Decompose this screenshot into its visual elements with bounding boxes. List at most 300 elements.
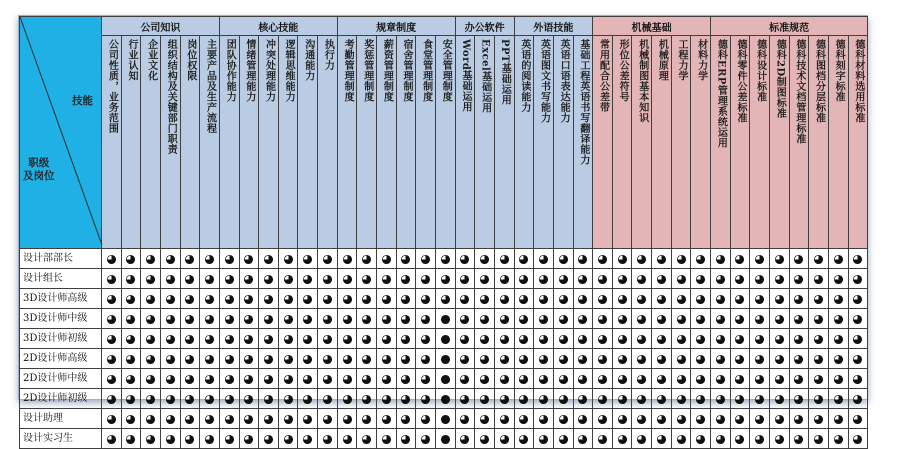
group-header: 外语技能 bbox=[514, 17, 593, 36]
proficiency-ball-icon bbox=[853, 335, 862, 344]
proficiency-ball-icon bbox=[126, 415, 135, 424]
skill-header-text: 德科ERP管理系统运用 bbox=[715, 39, 727, 148]
proficiency-cell bbox=[789, 409, 809, 429]
proficiency-ball-icon bbox=[185, 375, 194, 384]
proficiency-cell bbox=[828, 269, 848, 289]
group-header: 机械基础 bbox=[593, 17, 711, 36]
position-label: 设计实习生 bbox=[20, 429, 102, 449]
proficiency-ball-icon bbox=[755, 295, 764, 304]
proficiency-ball-icon bbox=[303, 315, 312, 324]
proficiency-cell bbox=[416, 389, 436, 409]
proficiency-cell bbox=[298, 389, 318, 409]
proficiency-cell bbox=[278, 329, 298, 349]
proficiency-cell bbox=[553, 329, 573, 349]
proficiency-cell bbox=[769, 389, 789, 409]
proficiency-ball-icon bbox=[264, 355, 273, 364]
proficiency-cell bbox=[180, 409, 200, 429]
proficiency-ball-icon bbox=[578, 355, 587, 364]
proficiency-ball-icon bbox=[794, 355, 803, 364]
proficiency-ball-icon bbox=[775, 435, 784, 444]
proficiency-ball-icon bbox=[677, 255, 686, 264]
proficiency-cell bbox=[750, 409, 770, 429]
corner-header bbox=[20, 17, 102, 249]
proficiency-ball-icon bbox=[185, 315, 194, 324]
proficiency-cell bbox=[141, 409, 161, 429]
proficiency-cell bbox=[102, 269, 122, 289]
proficiency-ball-icon bbox=[500, 335, 509, 344]
skill-header bbox=[102, 36, 122, 249]
table-row bbox=[20, 369, 868, 389]
proficiency-ball-icon bbox=[853, 255, 862, 264]
proficiency-cell bbox=[789, 309, 809, 329]
proficiency-cell bbox=[219, 329, 239, 349]
proficiency-ball-icon bbox=[284, 335, 293, 344]
proficiency-cell bbox=[769, 269, 789, 289]
group-header: 公司知识 bbox=[102, 17, 220, 36]
proficiency-cell bbox=[769, 249, 789, 269]
proficiency-cell bbox=[652, 269, 672, 289]
proficiency-ball-icon bbox=[677, 275, 686, 284]
proficiency-ball-icon bbox=[814, 255, 823, 264]
proficiency-cell bbox=[553, 309, 573, 329]
proficiency-cell bbox=[534, 409, 554, 429]
proficiency-ball-icon bbox=[382, 375, 391, 384]
proficiency-ball-icon bbox=[362, 275, 371, 284]
proficiency-cell bbox=[553, 409, 573, 429]
skill-header-text: 组织结构及关键部门职责 bbox=[165, 39, 177, 155]
proficiency-cell bbox=[789, 269, 809, 289]
skill-header-text: 形位公差符号 bbox=[617, 39, 629, 102]
position-label: 2D设计师初级 bbox=[20, 389, 102, 409]
proficiency-cell bbox=[416, 429, 436, 449]
proficiency-ball-icon bbox=[126, 315, 135, 324]
proficiency-ball-icon bbox=[107, 255, 116, 264]
proficiency-ball-icon bbox=[205, 435, 214, 444]
proficiency-ball-icon bbox=[185, 355, 194, 364]
skill-header bbox=[219, 36, 239, 249]
proficiency-ball-icon bbox=[834, 255, 843, 264]
proficiency-cell bbox=[750, 349, 770, 369]
proficiency-ball-icon bbox=[264, 255, 273, 264]
proficiency-cell bbox=[652, 289, 672, 309]
proficiency-cell bbox=[711, 309, 731, 329]
proficiency-ball-icon bbox=[166, 315, 175, 324]
skill-header bbox=[239, 36, 259, 249]
proficiency-cell bbox=[553, 289, 573, 309]
proficiency-cell bbox=[219, 249, 239, 269]
proficiency-ball-icon bbox=[303, 275, 312, 284]
proficiency-cell bbox=[416, 269, 436, 289]
proficiency-ball-icon bbox=[362, 415, 371, 424]
proficiency-ball-icon bbox=[696, 415, 705, 424]
proficiency-cell bbox=[553, 429, 573, 449]
proficiency-cell bbox=[632, 429, 652, 449]
skill-header bbox=[435, 36, 455, 249]
proficiency-cell bbox=[691, 349, 711, 369]
proficiency-cell bbox=[593, 369, 613, 389]
proficiency-cell bbox=[632, 309, 652, 329]
proficiency-cell bbox=[730, 269, 750, 289]
proficiency-ball-icon bbox=[814, 435, 823, 444]
proficiency-ball-icon bbox=[755, 315, 764, 324]
table-row bbox=[20, 309, 868, 329]
proficiency-cell bbox=[259, 309, 279, 329]
proficiency-cell bbox=[318, 309, 338, 329]
proficiency-cell bbox=[121, 249, 141, 269]
proficiency-cell bbox=[278, 369, 298, 389]
proficiency-cell bbox=[160, 289, 180, 309]
proficiency-cell bbox=[337, 409, 357, 429]
proficiency-cell bbox=[102, 349, 122, 369]
proficiency-cell bbox=[455, 389, 475, 409]
proficiency-cell bbox=[200, 329, 220, 349]
proficiency-cell bbox=[828, 389, 848, 409]
proficiency-ball-icon bbox=[559, 295, 568, 304]
proficiency-cell bbox=[102, 389, 122, 409]
proficiency-cell bbox=[141, 269, 161, 289]
proficiency-cell bbox=[200, 269, 220, 289]
proficiency-ball-icon bbox=[107, 415, 116, 424]
proficiency-cell bbox=[141, 329, 161, 349]
group-header: 办公软件 bbox=[455, 17, 514, 36]
proficiency-cell bbox=[475, 429, 495, 449]
proficiency-ball-icon bbox=[441, 295, 450, 304]
proficiency-cell bbox=[671, 349, 691, 369]
skill-header-text: 奖惩管理制度 bbox=[361, 39, 373, 102]
proficiency-ball-icon bbox=[677, 375, 686, 384]
proficiency-ball-icon bbox=[559, 355, 568, 364]
proficiency-ball-icon bbox=[539, 375, 548, 384]
proficiency-cell bbox=[298, 309, 318, 329]
proficiency-ball-icon bbox=[775, 355, 784, 364]
skill-header bbox=[828, 36, 848, 249]
proficiency-cell bbox=[416, 409, 436, 429]
proficiency-cell bbox=[573, 309, 593, 329]
proficiency-ball-icon bbox=[578, 255, 587, 264]
proficiency-cell bbox=[455, 369, 475, 389]
proficiency-cell bbox=[534, 429, 554, 449]
proficiency-cell bbox=[789, 369, 809, 389]
proficiency-cell bbox=[141, 289, 161, 309]
skill-header-text: 英语的阅读能力 bbox=[518, 39, 530, 113]
proficiency-ball-icon bbox=[539, 435, 548, 444]
proficiency-ball-icon bbox=[126, 275, 135, 284]
proficiency-cell bbox=[121, 369, 141, 389]
proficiency-cell bbox=[416, 349, 436, 369]
proficiency-ball-icon bbox=[401, 255, 410, 264]
proficiency-cell bbox=[514, 409, 534, 429]
proficiency-cell bbox=[337, 349, 357, 369]
skill-header bbox=[337, 36, 357, 249]
proficiency-ball-icon bbox=[657, 335, 666, 344]
proficiency-cell bbox=[494, 289, 514, 309]
proficiency-cell bbox=[121, 409, 141, 429]
diagonal-line bbox=[20, 17, 102, 245]
skill-header-text: 机械原理 bbox=[656, 39, 668, 81]
proficiency-ball-icon bbox=[343, 275, 352, 284]
proficiency-ball-icon bbox=[775, 335, 784, 344]
proficiency-ball-icon bbox=[323, 295, 332, 304]
proficiency-ball-icon bbox=[618, 395, 627, 404]
proficiency-ball-icon bbox=[107, 295, 116, 304]
proficiency-cell bbox=[848, 429, 868, 449]
proficiency-ball-icon bbox=[578, 415, 587, 424]
proficiency-cell bbox=[828, 329, 848, 349]
proficiency-cell bbox=[534, 289, 554, 309]
proficiency-cell bbox=[593, 349, 613, 369]
proficiency-ball-icon bbox=[343, 415, 352, 424]
proficiency-ball-icon bbox=[657, 355, 666, 364]
proficiency-cell bbox=[612, 409, 632, 429]
proficiency-ball-icon bbox=[500, 395, 509, 404]
proficiency-cell bbox=[691, 429, 711, 449]
proficiency-cell bbox=[809, 309, 829, 329]
proficiency-ball-icon bbox=[264, 375, 273, 384]
proficiency-cell bbox=[711, 369, 731, 389]
proficiency-ball-icon bbox=[323, 435, 332, 444]
proficiency-ball-icon bbox=[441, 415, 450, 424]
proficiency-cell bbox=[259, 429, 279, 449]
proficiency-ball-icon bbox=[343, 335, 352, 344]
proficiency-ball-icon bbox=[225, 295, 234, 304]
proficiency-ball-icon bbox=[696, 295, 705, 304]
proficiency-ball-icon bbox=[205, 315, 214, 324]
proficiency-ball-icon bbox=[539, 395, 548, 404]
proficiency-cell bbox=[632, 269, 652, 289]
skill-header bbox=[769, 36, 789, 249]
proficiency-ball-icon bbox=[657, 395, 666, 404]
proficiency-cell bbox=[180, 389, 200, 409]
proficiency-cell bbox=[455, 309, 475, 329]
proficiency-ball-icon bbox=[362, 355, 371, 364]
proficiency-cell bbox=[259, 329, 279, 349]
proficiency-cell bbox=[377, 269, 397, 289]
proficiency-ball-icon bbox=[284, 295, 293, 304]
proficiency-ball-icon bbox=[166, 375, 175, 384]
proficiency-ball-icon bbox=[500, 295, 509, 304]
proficiency-ball-icon bbox=[834, 295, 843, 304]
proficiency-ball-icon bbox=[441, 395, 450, 404]
proficiency-cell bbox=[396, 289, 416, 309]
proficiency-cell bbox=[259, 289, 279, 309]
proficiency-ball-icon bbox=[519, 375, 528, 384]
proficiency-ball-icon bbox=[696, 255, 705, 264]
proficiency-cell bbox=[160, 249, 180, 269]
proficiency-cell bbox=[828, 249, 848, 269]
proficiency-cell bbox=[298, 249, 318, 269]
proficiency-cell bbox=[180, 329, 200, 349]
skill-header-text: 德科技术文档管理标准 bbox=[793, 39, 805, 144]
proficiency-ball-icon bbox=[834, 415, 843, 424]
proficiency-cell bbox=[435, 329, 455, 349]
skill-header-text: 食堂管理制度 bbox=[420, 39, 432, 102]
proficiency-ball-icon bbox=[284, 355, 293, 364]
proficiency-cell bbox=[612, 349, 632, 369]
proficiency-cell bbox=[691, 269, 711, 289]
proficiency-cell bbox=[396, 249, 416, 269]
proficiency-ball-icon bbox=[126, 295, 135, 304]
proficiency-cell bbox=[769, 349, 789, 369]
proficiency-ball-icon bbox=[205, 295, 214, 304]
proficiency-ball-icon bbox=[794, 315, 803, 324]
proficiency-ball-icon bbox=[225, 275, 234, 284]
skill-header bbox=[357, 36, 377, 249]
proficiency-ball-icon bbox=[166, 355, 175, 364]
proficiency-ball-icon bbox=[343, 355, 352, 364]
proficiency-ball-icon bbox=[539, 315, 548, 324]
proficiency-ball-icon bbox=[244, 395, 253, 404]
proficiency-ball-icon bbox=[382, 395, 391, 404]
proficiency-cell bbox=[239, 409, 259, 429]
proficiency-cell bbox=[828, 429, 848, 449]
proficiency-cell bbox=[711, 269, 731, 289]
proficiency-cell bbox=[848, 309, 868, 329]
skill-header-text: 行业认知 bbox=[125, 39, 137, 81]
proficiency-ball-icon bbox=[814, 315, 823, 324]
proficiency-ball-icon bbox=[853, 375, 862, 384]
proficiency-ball-icon bbox=[460, 355, 469, 364]
proficiency-ball-icon bbox=[500, 275, 509, 284]
proficiency-ball-icon bbox=[146, 415, 155, 424]
position-label: 2D设计师中级 bbox=[20, 369, 102, 389]
table-row bbox=[20, 389, 868, 409]
proficiency-ball-icon bbox=[755, 375, 764, 384]
proficiency-cell bbox=[573, 289, 593, 309]
proficiency-cell bbox=[514, 289, 534, 309]
proficiency-ball-icon bbox=[716, 295, 725, 304]
proficiency-cell bbox=[612, 269, 632, 289]
proficiency-ball-icon bbox=[735, 375, 744, 384]
proficiency-cell bbox=[711, 349, 731, 369]
proficiency-cell bbox=[102, 289, 122, 309]
proficiency-cell bbox=[396, 409, 416, 429]
proficiency-ball-icon bbox=[716, 335, 725, 344]
proficiency-ball-icon bbox=[559, 275, 568, 284]
table-row bbox=[20, 349, 868, 369]
proficiency-cell bbox=[435, 429, 455, 449]
proficiency-cell bbox=[377, 249, 397, 269]
proficiency-ball-icon bbox=[460, 315, 469, 324]
proficiency-cell bbox=[259, 369, 279, 389]
proficiency-ball-icon bbox=[578, 315, 587, 324]
proficiency-ball-icon bbox=[205, 275, 214, 284]
proficiency-cell bbox=[377, 349, 397, 369]
proficiency-ball-icon bbox=[618, 335, 627, 344]
proficiency-ball-icon bbox=[775, 395, 784, 404]
skill-header bbox=[848, 36, 868, 249]
proficiency-ball-icon bbox=[500, 375, 509, 384]
skill-header-text: 考勤管理制度 bbox=[342, 39, 354, 102]
proficiency-cell bbox=[318, 249, 338, 269]
proficiency-ball-icon bbox=[480, 435, 489, 444]
proficiency-cell bbox=[534, 249, 554, 269]
proficiency-cell bbox=[141, 369, 161, 389]
proficiency-ball-icon bbox=[618, 415, 627, 424]
proficiency-cell bbox=[573, 269, 593, 289]
proficiency-cell bbox=[671, 429, 691, 449]
proficiency-cell bbox=[671, 369, 691, 389]
proficiency-cell bbox=[730, 289, 750, 309]
proficiency-ball-icon bbox=[519, 355, 528, 364]
proficiency-ball-icon bbox=[205, 375, 214, 384]
proficiency-ball-icon bbox=[185, 435, 194, 444]
proficiency-ball-icon bbox=[146, 435, 155, 444]
proficiency-ball-icon bbox=[382, 315, 391, 324]
proficiency-ball-icon bbox=[166, 435, 175, 444]
proficiency-ball-icon bbox=[637, 375, 646, 384]
proficiency-ball-icon bbox=[834, 275, 843, 284]
proficiency-cell bbox=[593, 389, 613, 409]
proficiency-cell bbox=[711, 389, 731, 409]
proficiency-ball-icon bbox=[284, 395, 293, 404]
proficiency-ball-icon bbox=[755, 415, 764, 424]
proficiency-ball-icon bbox=[598, 395, 607, 404]
skill-header-text: Word基础运用 bbox=[459, 39, 471, 113]
proficiency-ball-icon bbox=[578, 335, 587, 344]
proficiency-ball-icon bbox=[421, 255, 430, 264]
proficiency-ball-icon bbox=[598, 375, 607, 384]
proficiency-ball-icon bbox=[716, 375, 725, 384]
proficiency-cell bbox=[219, 309, 239, 329]
proficiency-ball-icon bbox=[382, 295, 391, 304]
proficiency-ball-icon bbox=[362, 335, 371, 344]
proficiency-cell bbox=[809, 329, 829, 349]
proficiency-ball-icon bbox=[264, 335, 273, 344]
proficiency-ball-icon bbox=[107, 335, 116, 344]
proficiency-ball-icon bbox=[834, 395, 843, 404]
proficiency-ball-icon bbox=[657, 435, 666, 444]
proficiency-ball-icon bbox=[716, 275, 725, 284]
proficiency-cell bbox=[160, 269, 180, 289]
proficiency-ball-icon bbox=[146, 395, 155, 404]
proficiency-ball-icon bbox=[519, 295, 528, 304]
proficiency-cell bbox=[730, 409, 750, 429]
skill-header-text: 安全管理制度 bbox=[440, 39, 452, 102]
proficiency-ball-icon bbox=[441, 375, 450, 384]
proficiency-cell bbox=[141, 349, 161, 369]
table-row bbox=[20, 409, 868, 429]
proficiency-ball-icon bbox=[205, 255, 214, 264]
proficiency-cell bbox=[121, 309, 141, 329]
skill-header bbox=[278, 36, 298, 249]
proficiency-cell bbox=[514, 249, 534, 269]
skill-header bbox=[573, 36, 593, 249]
proficiency-cell bbox=[239, 289, 259, 309]
proficiency-ball-icon bbox=[677, 295, 686, 304]
proficiency-cell bbox=[435, 369, 455, 389]
skill-header-text: 德科材料选用标准 bbox=[852, 39, 864, 123]
proficiency-cell bbox=[534, 369, 554, 389]
skill-header-text: 岗位权限 bbox=[184, 39, 196, 81]
proficiency-ball-icon bbox=[755, 335, 764, 344]
proficiency-ball-icon bbox=[146, 275, 155, 284]
proficiency-cell bbox=[809, 429, 829, 449]
proficiency-cell bbox=[769, 309, 789, 329]
proficiency-cell bbox=[377, 369, 397, 389]
proficiency-ball-icon bbox=[441, 435, 450, 444]
skill-header bbox=[160, 36, 180, 249]
proficiency-ball-icon bbox=[618, 375, 627, 384]
proficiency-ball-icon bbox=[834, 335, 843, 344]
proficiency-ball-icon bbox=[382, 435, 391, 444]
skill-header-text: 团队协作能力 bbox=[224, 39, 236, 102]
proficiency-ball-icon bbox=[755, 355, 764, 364]
proficiency-cell bbox=[553, 269, 573, 289]
proficiency-ball-icon bbox=[323, 335, 332, 344]
proficiency-cell bbox=[416, 309, 436, 329]
skill-header bbox=[789, 36, 809, 249]
proficiency-cell bbox=[357, 329, 377, 349]
